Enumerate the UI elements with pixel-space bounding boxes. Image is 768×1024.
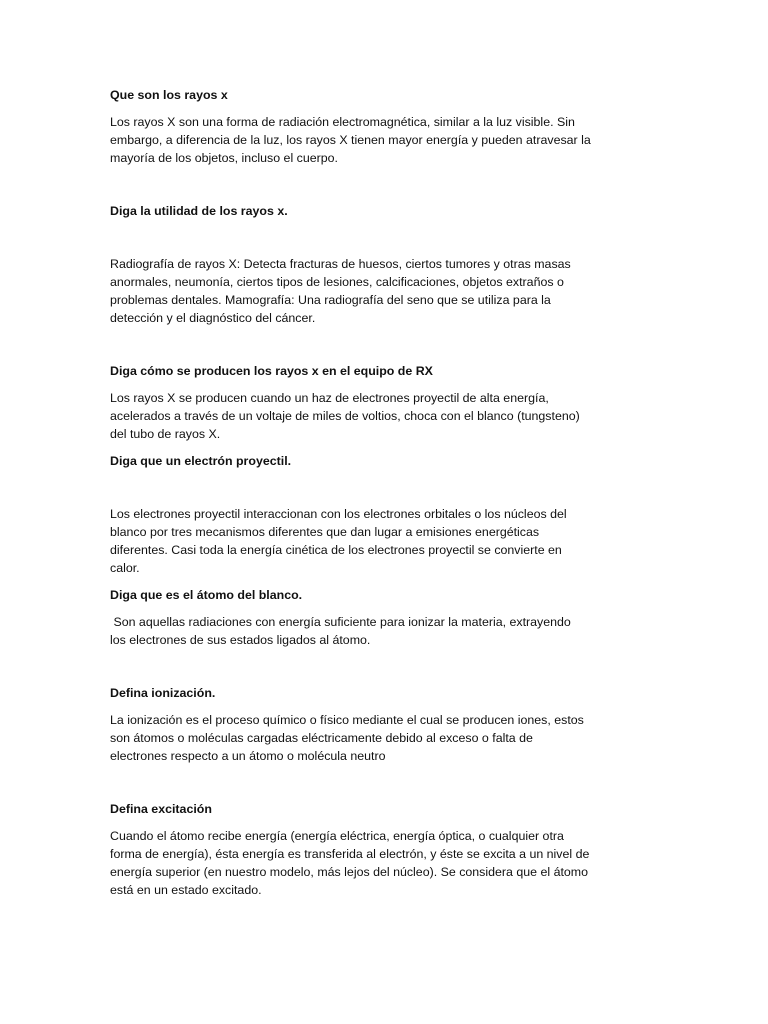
paragraph-line: mayoría de los objetos, incluso el cuerpo.: [110, 151, 338, 165]
section-heading: Diga la utilidad de los rayos x.: [110, 204, 288, 218]
paragraph-line: Los rayos X son una forma de radiación electromagnética, similar a la luz visible. Sin: [110, 115, 575, 129]
paragraph-line: acelerados a través de un voltaje de miles de voltios, choca con el blanco (tungsteno): [110, 409, 580, 423]
paragraph-line: diferentes. Casi toda la energía cinética de los electrones proyectil se convierte en: [110, 543, 562, 557]
paragraph-line: detección y el diagnóstico del cáncer.: [110, 311, 316, 325]
paragraph-line: electrones respecto a un átomo o molécula neutro: [110, 749, 386, 763]
document-page: [110, 86, 658, 899]
paragraph-line: Cuando el átomo recibe energía (energía eléctrica, energía óptica, o cualquier otra: [110, 829, 564, 843]
section-paragraph: [110, 711, 658, 765]
paragraph-line: forma de energía), ésta energía es transferida al electrón, y éste se excita a un nivel de: [110, 847, 590, 861]
paragraph-line: embargo, a diferencia de la luz, los rayos X tienen mayor energía y pueden atravesar la: [110, 133, 591, 147]
paragraph-line: energía superior (en nuestro modelo, más lejos del núcleo). Se considera que el átomo: [110, 865, 589, 879]
paragraph-line: Son aquellas radiaciones con energía suficiente para ionizar la materia, extrayendo: [110, 615, 571, 629]
section-heading: Que son los rayos x: [110, 88, 228, 102]
section-heading: Diga que es el átomo del blanco.: [110, 588, 303, 602]
paragraph-line: problemas dentales. Mamografía: Una radiografía del seno que se utiliza para la: [110, 293, 551, 307]
section-paragraph: [110, 505, 658, 577]
paragraph-line: del tubo de rayos X.: [110, 427, 221, 441]
section-heading: Diga que un electrón proyectil.: [110, 454, 292, 468]
paragraph-line: blanco por tres mecanismos diferentes que dan lugar a emisiones energéticas: [110, 525, 540, 539]
paragraph-line: Los rayos X se producen cuando un haz de electrones proyectil de alta energía,: [110, 391, 549, 405]
paragraph-line: Los electrones proyectil interaccionan con los electrones orbitales o los núcleos del: [110, 507, 567, 521]
paragraph-line: anormales, neumonía, ciertos tipos de lesiones, calcificaciones, objetos extraños o: [110, 275, 564, 289]
paragraph-line: La ionización es el proceso químico o físico mediante el cual se producen iones, estos: [110, 713, 584, 727]
section-heading: Defina excitación: [110, 802, 212, 816]
paragraph-line: calor.: [110, 561, 140, 575]
section-paragraph: [110, 113, 658, 167]
paragraph-line: los electrones de sus estados ligados al átomo.: [110, 633, 371, 647]
paragraph-line: está en un estado excitado.: [110, 883, 262, 897]
paragraph-line: Radiografía de rayos X: Detecta fracturas de huesos, ciertos tumores y otras masas: [110, 257, 571, 271]
section-paragraph: [110, 389, 658, 443]
section-paragraph: [110, 255, 658, 327]
section-heading: Diga cómo se producen los rayos x en el equipo de RX: [110, 364, 433, 378]
section-paragraph: [110, 613, 658, 649]
section-heading: Defina ionización.: [110, 686, 216, 700]
paragraph-line: son átomos o moléculas cargadas eléctricamente debido al exceso o falta de: [110, 731, 533, 745]
section-paragraph: [110, 827, 658, 899]
